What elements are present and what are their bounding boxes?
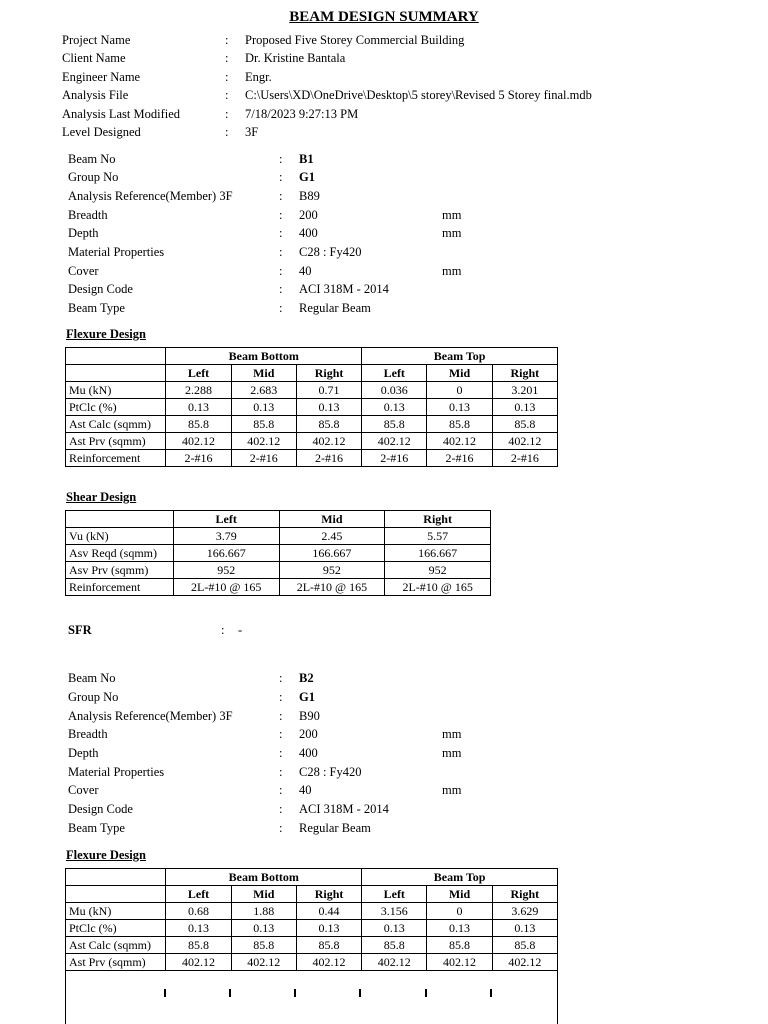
field-value: 40 [299,783,312,797]
field-label: Material Properties [68,245,165,259]
table-continuation-tick [164,989,166,997]
table-cell: 3.156 [362,903,427,920]
table-cell: 85.8 [296,416,361,433]
field-value: C:\Users\XD\OneDrive\Desktop\5 storey\Revised 5 Storey final.mdb [245,88,592,102]
field-label: Analysis File [62,88,129,102]
table-cell: 85.8 [362,416,427,433]
column-header: Right [492,886,557,903]
table-cell: 952 [385,562,491,579]
table-row [66,545,491,562]
table-cell: 2-#16 [427,450,492,467]
column-header: Left [166,365,231,382]
field-value: 200 [299,208,318,222]
table-cell: 402.12 [492,433,557,450]
field-colon: : [279,245,283,259]
column-header: Mid [427,365,492,382]
field-colon: : [279,264,283,278]
table-cell: 2L-#10 @ 165 [173,579,279,596]
field-label: Cover [68,264,99,278]
sfr-value: - [238,623,243,637]
field-value: G1 [299,170,315,184]
field-value: G1 [299,690,315,704]
row-label: Mu (kN) [66,903,166,920]
field-value: Regular Beam [299,301,371,315]
table-cell: 3.629 [492,903,557,920]
field-label: Project Name [62,33,131,47]
table-cell: 2-#16 [231,450,296,467]
table-continuation-border-left [65,971,66,1024]
field-label: Beam No [68,152,116,166]
row-label: Ast Calc (sqmm) [66,937,166,954]
field-value: 200 [299,727,318,741]
field-value: Regular Beam [299,821,371,835]
table-cell: 402.12 [166,433,231,450]
field-label: Client Name [62,51,126,65]
table-cell: 952 [173,562,279,579]
table-row [66,920,558,937]
group-header-top: Beam Top [362,348,558,365]
column-header: Mid [427,886,492,903]
field-value: ACI 318M - 2014 [299,802,389,816]
table-row [66,433,558,450]
table-corner-cell [66,869,166,886]
table-cell: 2-#16 [362,450,427,467]
row-label: PtClc (%) [66,399,166,416]
field-colon: : [225,51,229,65]
field-colon: : [279,226,283,240]
table-cell: 85.8 [427,937,492,954]
column-header: Right [296,886,361,903]
table-cell: 402.12 [296,433,361,450]
field-label: Beam No [68,671,116,685]
field-colon: : [279,746,283,760]
shear-design-title: Shear Design [66,490,137,504]
field-unit: mm [442,727,462,741]
column-header: Right [385,511,491,528]
table-continuation-tick [294,989,296,997]
row-label: Ast Calc (sqmm) [66,416,166,433]
table-cell: 85.8 [166,416,231,433]
field-label: Group No [68,170,119,184]
field-label: Depth [68,746,99,760]
table-cell: 2-#16 [166,450,231,467]
table-cell: 952 [279,562,385,579]
group-header-top: Beam Top [362,869,558,886]
table-cell: 0.44 [296,903,361,920]
table-header-row [66,348,558,365]
table-cell: 2.45 [279,528,385,545]
column-header: Left [362,365,427,382]
field-value: 40 [299,264,312,278]
table-cell: 3.79 [173,528,279,545]
row-label: PtClc (%) [66,920,166,937]
field-value: Proposed Five Storey Commercial Building [245,33,465,47]
table-corner-cell [66,365,166,382]
field-colon: : [279,189,283,203]
table-cell: 402.12 [166,954,231,971]
field-label: Engineer Name [62,70,141,84]
field-value: 7/18/2023 9:27:13 PM [245,107,359,121]
table-cell: 85.8 [492,937,557,954]
field-value: C28 : Fy420 [299,765,362,779]
field-label: Beam Type [68,821,125,835]
field-value: Engr. [245,70,272,84]
table-cell: 3.201 [492,382,557,399]
table-cell: 0.71 [296,382,361,399]
field-label: Group No [68,690,119,704]
table-cell: 166.667 [279,545,385,562]
table-cell: 85.8 [296,937,361,954]
table-cell: 402.12 [296,954,361,971]
field-value: B1 [299,152,314,166]
table-cell: 5.57 [385,528,491,545]
table-cell: 0.13 [166,399,231,416]
field-value: B90 [299,709,320,723]
beam-2-flexure-table [65,868,558,971]
table-cell: 0.13 [362,399,427,416]
table-row [66,954,558,971]
field-label: Analysis Reference(Member) 3F [68,709,233,723]
field-colon: : [279,709,283,723]
field-unit: mm [442,783,462,797]
table-header-row [66,869,558,886]
table-continuation-tick [490,989,492,997]
table-cell: 402.12 [427,954,492,971]
field-unit: mm [442,208,462,222]
table-cell: 85.8 [231,937,296,954]
beam-1-shear-table [65,510,491,596]
table-row [66,937,558,954]
field-colon: : [279,727,283,741]
document-title: BEAM DESIGN SUMMARY [289,9,479,25]
field-colon: : [279,765,283,779]
table-continuation-tick [229,989,231,997]
table-row [66,903,558,920]
table-cell: 0.13 [362,920,427,937]
table-cell: 0.13 [231,920,296,937]
row-label: Asv Prv (sqmm) [66,562,174,579]
table-row [66,382,558,399]
table-cell: 402.12 [362,433,427,450]
table-row [66,416,558,433]
table-cell: 0 [427,382,492,399]
table-row [66,450,558,467]
table-cell: 402.12 [362,954,427,971]
field-value: 3F [245,125,259,139]
field-value: B89 [299,189,320,203]
table-row [66,562,491,579]
table-cell: 402.12 [492,954,557,971]
field-value: B2 [299,671,314,685]
table-cell: 2-#16 [296,450,361,467]
field-unit: mm [442,226,462,240]
column-header: Left [173,511,279,528]
table-row [66,399,558,416]
row-label: Vu (kN) [66,528,174,545]
column-header: Right [492,365,557,382]
table-cell: 166.667 [173,545,279,562]
table-cell: 402.12 [427,433,492,450]
table-continuation-border-right [557,971,558,1024]
table-corner-cell [66,511,174,528]
table-row [66,528,491,545]
column-header: Right [296,365,361,382]
field-label: Analysis Last Modified [62,107,181,121]
field-colon: : [279,152,283,166]
table-cell: 85.8 [362,937,427,954]
table-cell: 166.667 [385,545,491,562]
flexure-design-title: Flexure Design [66,848,146,862]
table-continuation-tick [425,989,427,997]
field-label: Breadth [68,208,108,222]
field-colon: : [279,671,283,685]
field-colon: : [225,107,229,121]
field-colon: : [279,690,283,704]
field-colon: : [225,88,229,102]
table-cell: 0.13 [427,399,492,416]
field-unit: mm [442,264,462,278]
table-header-row [66,511,491,528]
table-header-row [66,886,558,903]
field-colon: : [225,125,229,139]
field-colon: : [279,802,283,816]
sfr-label: SFR [68,623,92,637]
table-cell: 1.88 [231,903,296,920]
field-label: Design Code [68,802,133,816]
column-header: Left [166,886,231,903]
table-header-row [66,365,558,382]
table-cell: 0.13 [492,920,557,937]
field-unit: mm [442,746,462,760]
row-label: Asv Reqd (sqmm) [66,545,174,562]
table-cell: 0.13 [427,920,492,937]
field-value: Dr. Kristine Bantala [245,51,346,65]
flexure-design-title: Flexure Design [66,327,146,341]
table-cell: 2L-#10 @ 165 [385,579,491,596]
field-label: Level Designed [62,125,141,139]
table-corner-cell [66,886,166,903]
row-label: Ast Prv (sqmm) [66,433,166,450]
table-cell: 0 [427,903,492,920]
field-colon: : [225,33,229,47]
field-label: Material Properties [68,765,165,779]
table-cell: 0.13 [166,920,231,937]
table-cell: 402.12 [231,954,296,971]
column-header: Mid [231,886,296,903]
field-colon: : [279,208,283,222]
field-value: 400 [299,226,318,240]
beam-1-flexure-table [65,347,558,467]
table-cell: 85.8 [427,416,492,433]
group-header-bottom: Beam Bottom [166,869,362,886]
table-cell: 85.8 [231,416,296,433]
field-label: Cover [68,783,99,797]
row-label: Ast Prv (sqmm) [66,954,166,971]
table-cell: 85.8 [166,937,231,954]
table-cell: 85.8 [492,416,557,433]
field-colon: : [279,783,283,797]
column-header: Mid [231,365,296,382]
field-colon: : [279,282,283,296]
field-label: Analysis Reference(Member) 3F [68,189,233,203]
field-label: Depth [68,226,99,240]
field-label: Breadth [68,727,108,741]
field-colon: : [279,170,283,184]
sfr-colon: : [221,623,225,637]
table-cell: 0.13 [231,399,296,416]
table-cell: 2L-#10 @ 165 [279,579,385,596]
table-continuation-tick [359,989,361,997]
table-cell: 0.036 [362,382,427,399]
table-cell: 0.13 [296,399,361,416]
field-colon: : [225,70,229,84]
row-label: Reinforcement [66,579,174,596]
group-header-bottom: Beam Bottom [166,348,362,365]
row-label: Reinforcement [66,450,166,467]
table-cell: 0.68 [166,903,231,920]
field-label: Beam Type [68,301,125,315]
field-colon: : [279,821,283,835]
field-label: Design Code [68,282,133,296]
table-cell: 0.13 [296,920,361,937]
column-header: Left [362,886,427,903]
field-value: 400 [299,746,318,760]
row-label: Mu (kN) [66,382,166,399]
table-corner-cell [66,348,166,365]
column-header: Mid [279,511,385,528]
table-row [66,579,491,596]
table-cell: 402.12 [231,433,296,450]
field-colon: : [279,301,283,315]
table-cell: 0.13 [492,399,557,416]
field-value: C28 : Fy420 [299,245,362,259]
table-cell: 2.288 [166,382,231,399]
table-cell: 2.683 [231,382,296,399]
field-value: ACI 318M - 2014 [299,282,389,296]
table-cell: 2-#16 [492,450,557,467]
